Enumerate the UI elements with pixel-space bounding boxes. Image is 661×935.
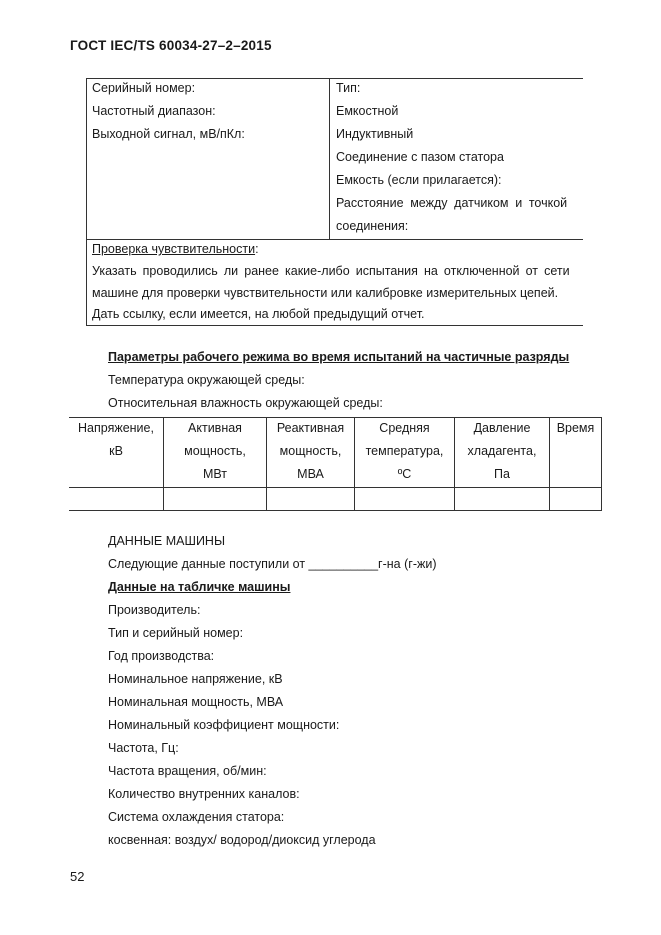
header-reactive-power-line: Реактивная xyxy=(276,421,345,435)
field-internal-channels: Количество внутренних каналов: xyxy=(108,787,300,801)
sensor-distance-label-cont: соединения: xyxy=(336,219,409,233)
table-bottom-border xyxy=(69,510,602,511)
field-frequency: Частота, Гц: xyxy=(108,741,179,755)
field-rotation-speed: Частота вращения, об/мин: xyxy=(108,764,267,778)
serial-number-label: Серийный номер: xyxy=(92,81,196,95)
header-reactive-power-line: МВА xyxy=(297,467,324,481)
box-bottom-border xyxy=(86,325,583,326)
capacitance-label: Емкость (если прилагается): xyxy=(336,173,502,187)
data-source-line: Следующие данные поступили от __________г-на (г-жи) xyxy=(108,557,437,571)
header-active-power-line: МВт xyxy=(202,467,228,481)
sensor-distance-label: Расстояние между датчиком и точкой xyxy=(336,196,568,210)
sensor-info-box xyxy=(86,78,583,326)
table-header-border xyxy=(69,487,602,488)
field-power-factor: Номинальный коэффициент мощности: xyxy=(108,718,340,732)
header-coolant-pressure-line: Па xyxy=(494,467,510,481)
field-indirect-cooling: косвенная: воздух/ водород/диоксид углерода xyxy=(108,833,376,847)
machine-data-section-title: ДАННЫЕ МАШИНЫ xyxy=(108,534,226,548)
field-type-serial: Тип и серийный номер: xyxy=(108,626,244,640)
sensitivity-check-line-3: Дать ссылку, если имеется, на любой предыдущий отчет. xyxy=(92,307,425,321)
frequency-range-label: Частотный диапазон: xyxy=(92,104,216,118)
page-number: 52 xyxy=(70,869,85,884)
header-active-power-line: Активная xyxy=(188,421,242,435)
field-rated-power: Номинальная мощность, МВА xyxy=(108,695,284,709)
header-reactive-power-line: мощность, xyxy=(279,444,342,458)
table-right-border xyxy=(601,417,602,511)
sensitivity-check-heading xyxy=(92,242,259,256)
relative-humidity-label: Относительная влажность окружающей среды: xyxy=(108,396,383,410)
field-rated-voltage: Номинальное напряжение, кВ xyxy=(108,672,283,686)
nameplate-data-title: Данные на табличке машины xyxy=(108,580,291,594)
sensitivity-check-title: Проверка чувствительности xyxy=(92,242,256,256)
field-year: Год производства: xyxy=(108,649,215,663)
operating-params-table xyxy=(69,417,602,511)
header-active-power xyxy=(164,417,266,486)
box-top-border xyxy=(86,78,583,79)
header-coolant-pressure-line: Давление xyxy=(473,421,531,435)
header-time-line: Время xyxy=(556,421,595,435)
header-voltage xyxy=(69,417,163,463)
sensor-type-capacitive: Емкостной xyxy=(336,104,399,118)
sensor-type-label: Тип: xyxy=(336,81,361,95)
header-average-temperature-line: ºС xyxy=(397,467,412,481)
header-active-power-line: мощность, xyxy=(184,444,246,458)
header-voltage-line: кВ xyxy=(109,444,123,458)
field-manufacturer: Производитель: xyxy=(108,603,201,617)
header-coolant-pressure xyxy=(455,417,549,486)
box-column-divider xyxy=(329,78,330,239)
header-average-temperature-line: температура, xyxy=(365,444,444,458)
sensitivity-check-line-1: Указать проводились ли ранее какие-либо испытания на отключенной от сети xyxy=(92,264,570,278)
sensitivity-check-colon: : xyxy=(255,242,259,256)
sensor-type-slot-coupling: Соединение с пазом статора xyxy=(336,150,504,164)
ambient-temperature-label: Температура окружающей среды: xyxy=(108,373,305,387)
box-middle-border xyxy=(86,239,583,240)
header-average-temperature-line: Средняя xyxy=(379,421,430,435)
output-signal-label: Выходной сигнал, мВ/пКл: xyxy=(92,127,245,141)
header-coolant-pressure-line: хладагента, xyxy=(467,444,537,458)
header-average-temperature xyxy=(355,417,454,486)
sensor-type-inductive: Индуктивный xyxy=(336,127,414,141)
box-left-border xyxy=(86,78,87,326)
header-voltage-line: Напряжение, xyxy=(78,421,154,435)
sensitivity-check-line-2: машине для проверки чувствительности или калибровке измерительных цепей. xyxy=(92,286,559,300)
header-time xyxy=(550,417,601,440)
operating-params-title: Параметры рабочего режима во время испытаний на частичные разряды xyxy=(108,350,570,364)
field-stator-cooling: Система охлаждения статора: xyxy=(108,810,285,824)
document-header: ГОСТ IEC/TS 60034-27–2–2015 xyxy=(70,38,272,53)
header-reactive-power xyxy=(267,417,354,486)
